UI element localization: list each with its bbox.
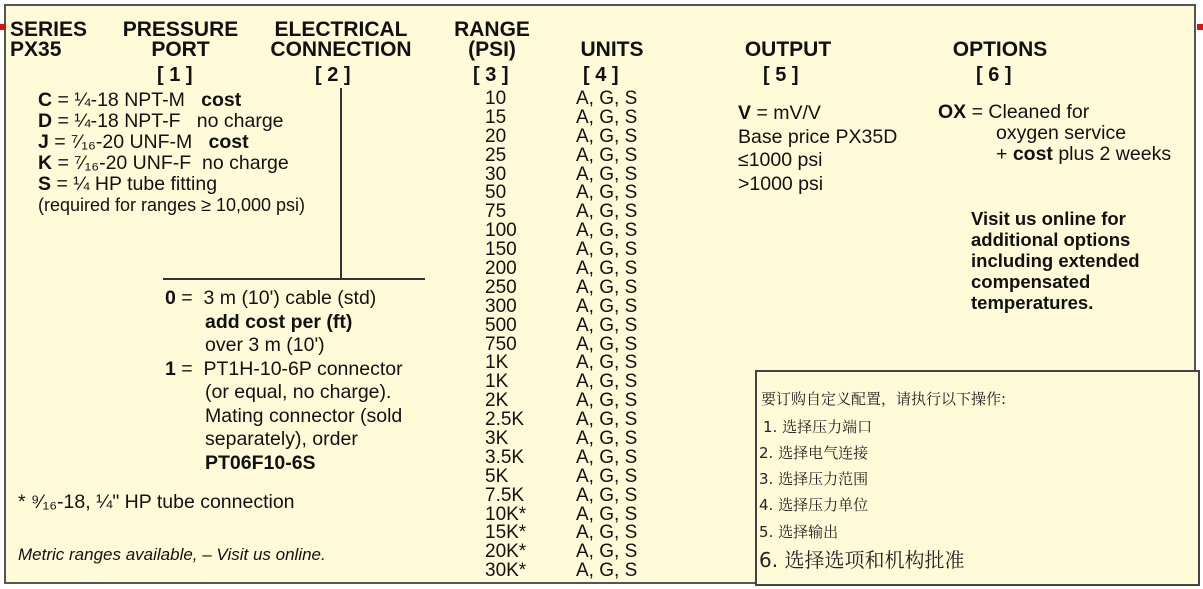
electrical-options: 0 = 3 m (10') cable (std) add cost per (ft) over 3 m (10') 1 = PT1H-10-6P connector (or equal, no charge). Mating connector (sold separately), order PT06F10-6S (165, 287, 403, 474)
range-item: 50 (485, 182, 507, 204)
port-option-s: S = ¼ HP tube fitting (38, 173, 218, 195)
electrical-index: [ 2 ] (315, 64, 351, 86)
instruction-step: 4. 选择压力单位 (759, 496, 869, 514)
units-item: A, G, S (576, 88, 638, 109)
port-option-d: D = ¼-18 NPT-F no charge (38, 110, 284, 132)
range-item: 20K* (485, 541, 527, 563)
range-item: 2.5K (485, 409, 525, 431)
metric-note: Metric ranges available, – Visit us online. (18, 545, 326, 564)
port-option-c: C = ¼-18 NPT-M cost (38, 89, 242, 111)
output-index: [ 5 ] (763, 64, 799, 86)
port-range-note: (required for ranges ≥ 10,000 psi) (38, 195, 306, 215)
range-item: 500 (485, 314, 517, 336)
pressure-port-index: [ 1 ] (157, 64, 193, 86)
range-item: 100 (485, 220, 517, 242)
port-option-j: J = ⁷⁄₁₆-20 UNF-M cost (38, 131, 249, 153)
output-header: OUTPUT (744, 38, 832, 61)
range-item: 15 (485, 106, 507, 128)
range-item: 30K* (485, 560, 527, 582)
units-item: A, G, S (576, 220, 638, 242)
electrical-header: ELECTRICAL CONNECTION (270, 18, 412, 61)
options-index: [ 6 ] (976, 64, 1012, 86)
range-item: 300 (485, 295, 517, 317)
range-item: 750 (485, 333, 517, 355)
instruction-step: 5. 选择输出 (759, 523, 839, 541)
range-index: [ 3 ] (473, 64, 509, 86)
pressure-port-options (38, 90, 305, 216)
range-item: 15K* (485, 522, 527, 544)
instructions-title: 要订购自定义配置，请执行以下操作: (761, 390, 1007, 408)
units-item: A, G, S (576, 541, 638, 563)
order-instructions-box (755, 370, 1200, 586)
units-item: A, G, S (576, 295, 638, 317)
range-item: 30 (485, 163, 507, 185)
instruction-step: 1. 选择压力端口 (763, 418, 873, 436)
footnote: * ⁹⁄₁₆-18, ¼" HP tube connection (18, 491, 295, 513)
right-edge-mark (1197, 24, 1203, 30)
units-list (576, 90, 637, 581)
range-item: 25 (485, 144, 507, 166)
range-item: 3K (485, 428, 509, 450)
units-item: A, G, S (576, 484, 638, 506)
range-item: 75 (485, 201, 507, 223)
units-item: A, G, S (576, 258, 638, 280)
left-edge-mark (0, 24, 6, 30)
units-header: UNITS (580, 38, 644, 61)
range-item: 10 (485, 88, 507, 109)
range-item: 150 (485, 239, 517, 261)
units-item: A, G, S (576, 390, 638, 412)
units-item: A, G, S (576, 276, 638, 298)
range-item: 5K (485, 465, 509, 487)
units-item: A, G, S (576, 333, 638, 355)
units-item: A, G, S (576, 125, 638, 147)
range-item: 1K (485, 352, 509, 374)
options-block: OX = Cleaned for oxygen service + cost plus 2 weeks (938, 101, 1172, 165)
range-item: 3.5K (485, 446, 525, 468)
units-item: A, G, S (576, 106, 638, 128)
units-item: A, G, S (576, 352, 638, 374)
range-item: 10K* (485, 503, 527, 525)
series-header: SERIES PX35 (10, 18, 88, 61)
units-item: A, G, S (576, 182, 638, 204)
range-list (485, 90, 526, 581)
units-item: A, G, S (576, 201, 638, 223)
output-block: V = mV/V Base price PX35D ≤1000 psi >1000 psi (738, 102, 898, 195)
units-item: A, G, S (576, 163, 638, 185)
units-item: A, G, S (576, 314, 638, 336)
electrical-option-0: 0 = 3 m (10') cable (std) (165, 287, 377, 309)
range-item: 2K (485, 390, 509, 412)
range-item: 7.5K (485, 484, 525, 506)
connector-horizontal-line (163, 278, 425, 280)
range-header: RANGE (PSI) (454, 18, 530, 61)
instruction-step: 2. 选择电气连接 (759, 444, 869, 462)
electrical-option-1: 1 = PT1H-10-6P connector (165, 357, 403, 380)
instruction-step: 3. 选择压力范围 (759, 470, 869, 488)
units-item: A, G, S (576, 465, 638, 487)
connector-vertical-line (340, 88, 342, 279)
units-item: A, G, S (576, 503, 638, 525)
port-option-k: K = ⁷⁄₁₆-20 UNF-F no charge (38, 152, 289, 174)
range-item: 1K (485, 371, 509, 393)
range-item: 20 (485, 125, 507, 147)
units-item: A, G, S (576, 371, 638, 393)
pressure-port-header: PRESSURE PORT (122, 18, 239, 61)
units-item: A, G, S (576, 522, 638, 544)
units-item: A, G, S (576, 239, 638, 261)
range-item: 200 (485, 258, 517, 280)
units-item: A, G, S (576, 428, 638, 450)
units-item: A, G, S (576, 144, 638, 166)
units-item: A, G, S (576, 560, 638, 582)
units-index: [ 4 ] (583, 64, 619, 86)
visit-online-note: Visit us online for additional options including extended compensated temperatures. (971, 208, 1140, 313)
units-item: A, G, S (576, 409, 638, 431)
options-header: OPTIONS (952, 38, 1048, 61)
range-item: 250 (485, 276, 517, 298)
units-item: A, G, S (576, 446, 638, 468)
instruction-step: 6. 选择选项和机构批准 (759, 548, 965, 572)
